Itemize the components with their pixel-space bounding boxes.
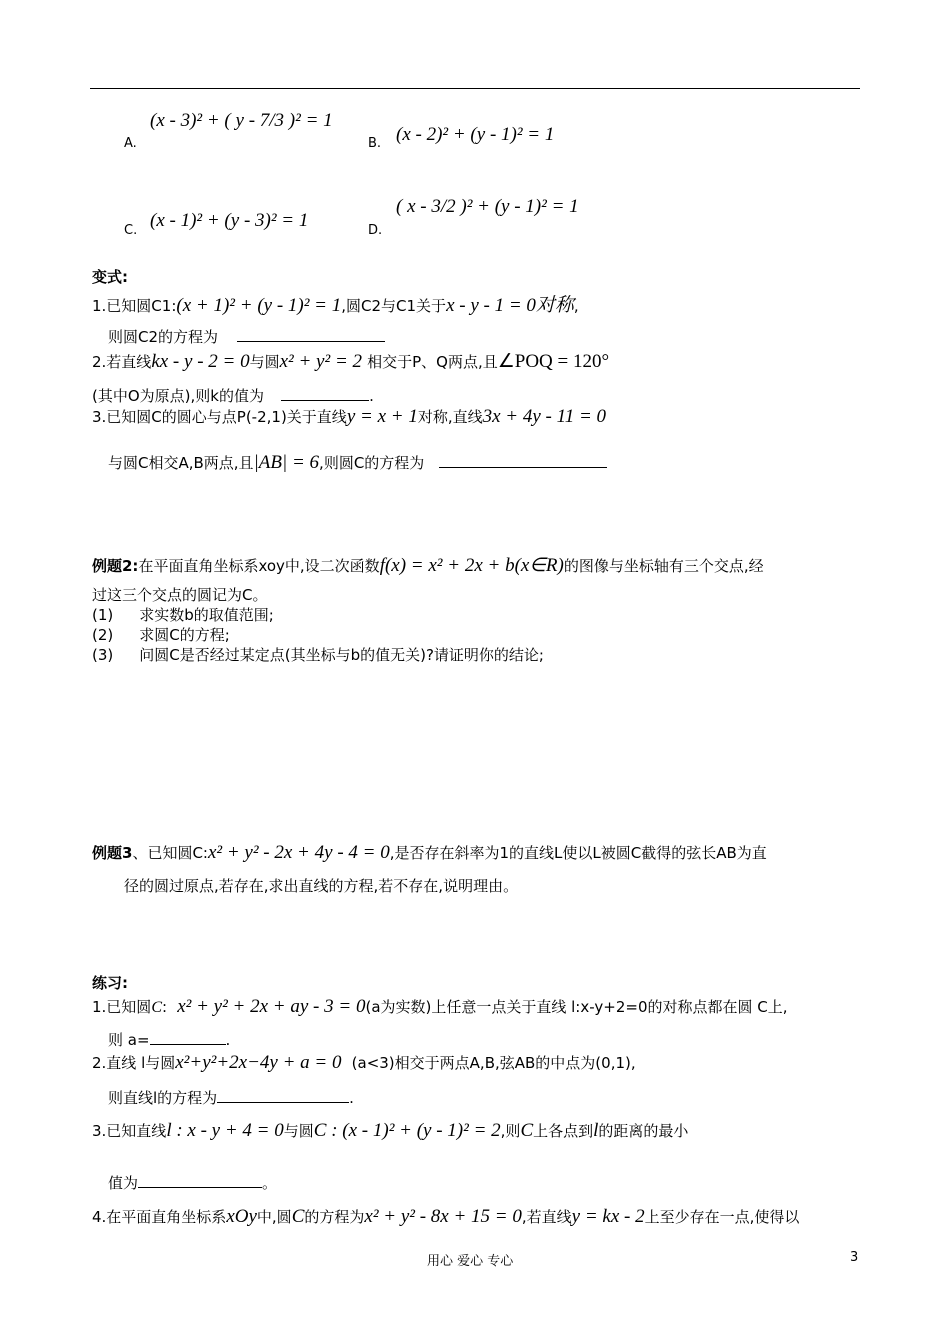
q1-formula: (x + 1)² + (y - 1)² = 1 — [176, 295, 342, 316]
q2-text-b: 与圆 — [249, 353, 280, 371]
item-text: 问圆C是否经过某定点(其坐标与b的值无关)?请证明你的结论; — [139, 646, 544, 664]
variant-q2 — [92, 350, 609, 373]
example2-item-1 — [92, 604, 274, 625]
example3-formula: x² + y² - 2x + 4y - 4 = 0 — [207, 842, 390, 863]
q2-line2-text: (其中O为原点),则k的值为 — [92, 387, 264, 405]
p3-text-e: 的距离的最小 — [598, 1122, 689, 1140]
example2-item-2 — [92, 624, 230, 645]
q1-text-b: ,圆C2与C1关于 — [341, 297, 447, 315]
p1-answer-blank[interactable] — [150, 1044, 226, 1045]
variant-q1 — [92, 290, 579, 317]
item-text: 求圆C的方程; — [139, 626, 230, 644]
q1-answer-blank[interactable] — [237, 341, 385, 342]
p3-text-a: 3.已知直线 — [92, 1122, 167, 1140]
q2-end: . — [369, 387, 374, 405]
p3-circle-c: C — [520, 1120, 534, 1141]
p4-circle-c: C — [291, 1206, 305, 1227]
example3-label: 例题3 — [92, 844, 133, 862]
p1-text-a: 1.已知圆 — [92, 998, 152, 1016]
p3-line-l: l — [593, 1120, 599, 1141]
q3-text-a: 3.已知圆C的圆心与点P(-2,1)关于直线 — [92, 408, 347, 426]
option-a-formula: (x - 3)² + ( y - 7/3 )² = 1 — [150, 110, 333, 131]
p4-formula-3: y = kx - 2 — [571, 1206, 645, 1227]
p4-formula: xOy — [226, 1206, 257, 1227]
p2-text-b: (a<3)相交于两点A,B,弦AB的中点为(0,1), — [351, 1054, 636, 1072]
q2-formula-2: x² + y² = 2 — [279, 351, 363, 372]
p3-formula: l : x - y + 4 = 0 — [166, 1120, 284, 1141]
example2-line2: 过这三个交点的圆记为C。 — [92, 586, 268, 604]
practice-p4 — [92, 1206, 799, 1228]
example2-text-a: 在平面直角坐标系xoy中,设二次函数 — [138, 557, 380, 575]
q1-text-a: 1.已知圆C1: — [92, 297, 177, 315]
variants-heading: 变式: — [92, 268, 128, 286]
p2-answer-blank[interactable] — [217, 1102, 349, 1103]
p2-formula: x²+y²+2x−4y + a = 0 — [175, 1052, 342, 1073]
option-b-label: B. — [368, 136, 382, 151]
page-number: 3 — [850, 1250, 859, 1265]
q1-text-c: , — [573, 297, 579, 315]
option-b-formula: (x - 2)² + (y - 1)² = 1 — [396, 124, 555, 145]
example3-text-b: ,是否存在斜率为1的直线L使以L被圆C截得的弦长AB为直 — [389, 844, 767, 862]
p2-end: . — [349, 1089, 354, 1107]
example3-line1 — [92, 842, 767, 864]
item-number: (3) — [92, 646, 114, 664]
q3-line2-text-a: 与圆C相交A,B两点,且 — [108, 454, 254, 472]
q1-formula-2: x - y - 1 = 0对称 — [446, 295, 574, 316]
practice-p2-line2 — [108, 1087, 354, 1108]
q3-formula: y = x + 1 — [346, 406, 418, 427]
example2-line1 — [92, 554, 764, 577]
q2-formula-3: ∠POQ = 120° — [497, 351, 610, 372]
q2-answer-blank[interactable] — [281, 400, 369, 401]
p4-text-e: ,若直线 — [521, 1208, 572, 1226]
q3-text-b: 对称,直线 — [417, 408, 483, 426]
p1-colon: : — [161, 998, 168, 1016]
q2-formula: kx - y - 2 = 0 — [151, 351, 250, 372]
example2-text-b: 的图像与坐标轴有三个交点,经 — [563, 557, 764, 575]
q1-line2-text: 则圆C2的方程为 — [108, 328, 219, 346]
p4-formula-2: x² + y² - 8x + 15 = 0 — [364, 1206, 522, 1227]
option-d-formula: ( x - 3/2 )² + (y - 1)² = 1 — [396, 196, 579, 217]
p1-end: . — [225, 1031, 231, 1049]
p2-text-a: 2.直线 l与圆 — [92, 1054, 176, 1072]
example2-item-3 — [92, 644, 544, 665]
example3-line2: 径的圆过原点,若存在,求出直线的方程,若不存在,说明理由。 — [124, 877, 519, 895]
item-text: 求实数b的取值范围; — [139, 606, 274, 624]
variant-q3-line2 — [108, 452, 607, 474]
p4-text-f: 上至少存在一点,使得以 — [644, 1208, 800, 1226]
q3-formula-3: |AB| = 6 — [253, 452, 320, 473]
practice-p1-line2 — [108, 1029, 230, 1050]
p3-text-d: 上各点到 — [533, 1122, 594, 1140]
item-number: (2) — [92, 626, 114, 644]
q2-text-c: 相交于P、Q两点,且 — [367, 353, 498, 371]
p1-line2-text: 则 a= — [108, 1031, 150, 1049]
practice-p3-line2 — [108, 1172, 277, 1193]
item-number: (1) — [92, 606, 114, 624]
practice-p3 — [92, 1120, 688, 1142]
p1-formula: x² + y² + 2x + ay - 3 = 0 — [177, 996, 366, 1017]
p4-text-b: 中,圆 — [256, 1208, 292, 1226]
p3-formula-2: C : (x - 1)² + (y - 1)² = 2 — [313, 1120, 501, 1141]
variant-q2-line2 — [92, 385, 374, 406]
q3-answer-blank[interactable] — [439, 467, 607, 468]
p3-answer-blank[interactable] — [138, 1187, 262, 1188]
example3-text-a: 、已知圆C: — [132, 844, 208, 862]
p4-text-d: 的方程为 — [304, 1208, 365, 1226]
p3-text-c: ,则 — [500, 1122, 521, 1140]
p1-circle-c: C — [151, 999, 162, 1016]
header-rule — [90, 88, 860, 89]
option-c-label: C. — [124, 223, 138, 238]
p4-text-a: 4.在平面直角坐标系 — [92, 1208, 227, 1226]
variant-q1-line2 — [108, 326, 385, 347]
example2-formula: f(x) = x² + 2x + b(x∈R) — [379, 555, 564, 576]
p1-text-b: (a为实数)上任意一点关于直线 l:x-y+2=0的对称点都在圆 C上, — [365, 998, 788, 1016]
option-d-label: D. — [368, 223, 383, 238]
practice-p1 — [92, 996, 788, 1018]
q3-line2-text-b: ,则圆C的方程为 — [319, 454, 425, 472]
p3-line2-text: 值为 — [108, 1174, 139, 1192]
q3-formula-2: 3x + 4y - 11 = 0 — [482, 406, 607, 427]
option-c-formula: (x - 1)² + (y - 3)² = 1 — [150, 210, 309, 231]
q2-text-a: 2.若直线 — [92, 353, 152, 371]
practice-p2 — [92, 1052, 636, 1074]
p2-line2-text: 则直线l的方程为 — [108, 1089, 218, 1107]
p3-end: 。 — [262, 1174, 278, 1192]
footer-slogan: 用心 爱心 专心 — [427, 1254, 514, 1269]
p3-text-b: 与圆 — [283, 1122, 314, 1140]
option-a-label: A. — [124, 136, 137, 151]
variant-q3 — [92, 406, 606, 428]
practice-heading: 练习: — [92, 974, 128, 992]
example2-label: 例题2: — [92, 557, 139, 575]
